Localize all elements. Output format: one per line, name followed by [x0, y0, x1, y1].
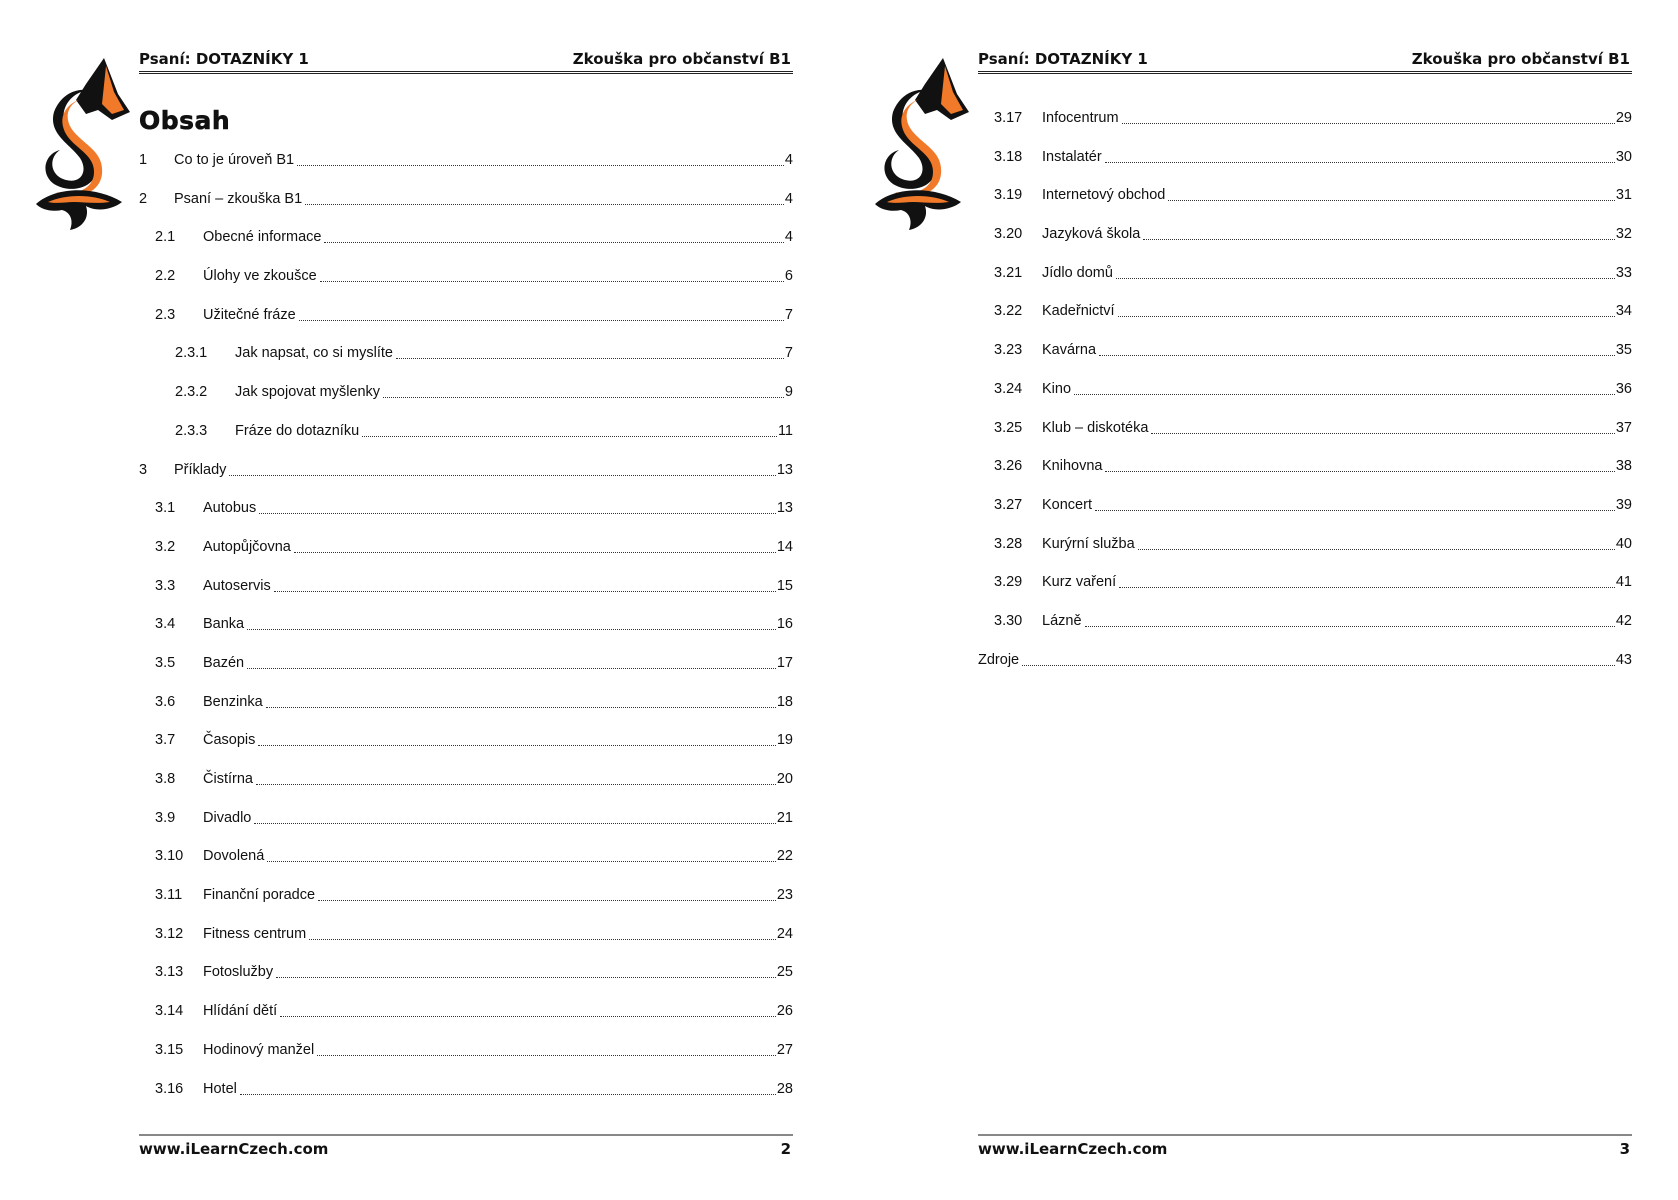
toc-entry-page: 42 [1615, 612, 1632, 629]
toc-dot-leader [229, 462, 775, 476]
toc-entry[interactable] [978, 303, 1632, 342]
toc-entry-number: 3.7 [155, 732, 176, 749]
toc-entry-page: 14 [776, 538, 793, 555]
toc-entry-number: 3.18 [994, 148, 1023, 165]
toc-entry[interactable] [139, 771, 793, 810]
toc-entry-page: 37 [1615, 419, 1632, 436]
page-footer [139, 1134, 793, 1162]
toc-entry-label: Příklady [174, 461, 227, 478]
toc-entry-number: 2.3.1 [175, 345, 208, 362]
toc-dot-leader [247, 655, 776, 669]
toc-entry-number: 3.6 [155, 693, 176, 710]
toc-dot-leader [317, 1042, 776, 1056]
toc-entry-number: 3.4 [155, 616, 176, 633]
footer-website: www.iLearnCzech.com [139, 1140, 329, 1158]
toc-entry-label: Fotoslužby [203, 964, 274, 981]
toc-entry-page: 25 [776, 964, 793, 981]
toc-entry-number: 3.29 [994, 574, 1023, 591]
toc-entry-number: 3.10 [155, 848, 184, 865]
footer-page-number: 2 [780, 1140, 791, 1158]
toc-entry-number: 3.24 [994, 380, 1023, 397]
toc-entry-label: Obecné informace [203, 229, 322, 246]
toc-entry-page: 28 [776, 1080, 793, 1097]
toc-entry-label: Finanční poradce [203, 887, 316, 904]
toc-entry[interactable] [139, 268, 793, 307]
toc-dot-leader [256, 771, 776, 785]
toc-entry[interactable] [139, 345, 793, 384]
toc-entry-number: 3.13 [155, 964, 184, 981]
toc-entry[interactable] [139, 810, 793, 849]
toc-entry-label: Kurýrní služba [1042, 535, 1135, 552]
toc-entry[interactable] [978, 265, 1632, 304]
page-header [978, 48, 1632, 74]
toc-entry-label: Zdroje [978, 651, 1020, 668]
toc-entry-number: 3.25 [994, 419, 1023, 436]
toc-entry-number: 3.3 [155, 577, 176, 594]
toc-entry-label: Jídlo domů [1042, 264, 1113, 281]
toc-title: Obsah [139, 106, 231, 135]
toc-entry-label: Autopůjčovna [203, 538, 291, 555]
toc-entry[interactable] [139, 848, 793, 887]
toc-entry[interactable] [978, 458, 1632, 497]
toc-entry-label: Hotel [203, 1080, 237, 1097]
toc-entry[interactable] [978, 497, 1632, 536]
toc-entry[interactable] [139, 384, 793, 423]
toc-entry-label: Čistírna [203, 771, 253, 787]
toc-entry[interactable] [139, 616, 793, 655]
toc-entry-label: Co to je úroveň B1 [174, 152, 295, 168]
toc-entry[interactable] [978, 381, 1632, 420]
toc-dot-leader [362, 423, 777, 437]
toc-entry[interactable] [139, 500, 793, 539]
toc-dot-leader [297, 152, 784, 166]
toc-entry-label: Knihovna [1042, 458, 1103, 475]
toc-entry-label: Kino [1042, 380, 1072, 397]
toc-entry-page: 23 [776, 887, 793, 904]
toc-entry[interactable] [139, 1042, 793, 1081]
toc-entry[interactable] [978, 652, 1632, 691]
toc-entry-page: 16 [776, 616, 793, 633]
toc-entry-number: 3.19 [994, 187, 1023, 204]
toc-entry-label: Koncert [1042, 496, 1092, 513]
toc-entry-page: 4 [784, 190, 793, 207]
toc-dot-leader [1116, 265, 1615, 279]
page-header [139, 48, 793, 74]
toc-dot-leader [383, 384, 784, 398]
toc-dot-leader [1085, 613, 1615, 627]
toc-dot-leader [259, 500, 776, 514]
toc-entry-page: 15 [776, 577, 793, 594]
toc-entry-page: 11 [777, 422, 793, 439]
footer-page-number: 3 [1619, 1140, 1630, 1158]
footer-website: www.iLearnCzech.com [978, 1140, 1168, 1158]
toc-entry-number: 3.21 [994, 264, 1023, 281]
toc-entry[interactable] [139, 732, 793, 771]
toc-entry[interactable] [139, 1003, 793, 1042]
toc-dot-leader [1119, 574, 1615, 588]
toc-entry-label: Bazén [203, 654, 245, 671]
toc-dot-leader [276, 964, 776, 978]
toc-entry-label: Hlídání dětí [203, 1003, 278, 1020]
toc-entry-page: 29 [1615, 110, 1632, 126]
toc-entry-label: Dovolená [203, 848, 265, 865]
toc-entry-number: 3.5 [155, 654, 176, 671]
toc-entry[interactable] [139, 229, 793, 268]
toc-entry-number: 3.27 [994, 496, 1023, 513]
toc-entry-number: 2.2 [155, 268, 176, 285]
toc-entry-label: Jak spojovat myšlenky [235, 384, 381, 401]
toc-entry[interactable] [978, 149, 1632, 188]
toc-dot-leader [1168, 187, 1615, 201]
toc-entry-label: Časopis [203, 732, 256, 749]
toc-dot-leader [324, 229, 783, 243]
toc-entry-page: 26 [776, 1003, 793, 1020]
toc-entry[interactable] [978, 536, 1632, 575]
toc-dot-leader [266, 694, 776, 708]
toc-entry-label: Jak napsat, co si myslíte [235, 345, 393, 362]
toc-entry-page: 17 [776, 654, 793, 671]
toc-entry-number: 2.3.3 [175, 422, 208, 439]
toc-entry-label: Úlohy ve zkoušce [203, 268, 317, 285]
toc-dot-leader [294, 539, 776, 553]
toc-entry-number: 2.1 [155, 229, 176, 246]
toc-dot-leader [320, 268, 784, 282]
toc-entry-number: 3.15 [155, 1041, 184, 1058]
header-section-title: Psaní: DOTAZNÍKY 1 [139, 50, 309, 68]
toc-entry[interactable] [139, 462, 793, 501]
toc-entry[interactable] [978, 420, 1632, 459]
toc-entry-number: 3.22 [994, 303, 1023, 320]
toc-entry-label: Kurz vaření [1042, 574, 1117, 591]
toc-dot-leader [1105, 149, 1615, 163]
page-footer [978, 1134, 1632, 1162]
toc-entry[interactable] [139, 191, 793, 230]
toc-dot-leader [240, 1081, 776, 1095]
toc-entry-number: 3.28 [994, 535, 1023, 552]
toc-entry-number: 3.2 [155, 538, 176, 555]
toc-dot-leader [1095, 497, 1615, 511]
toc-entry-label: Instalatér [1042, 148, 1102, 165]
toc-entry-number: 3.17 [994, 110, 1023, 126]
toc-dot-leader [1105, 458, 1614, 472]
fox-logo-icon [865, 54, 973, 234]
toc-entry-number: 3.26 [994, 458, 1023, 475]
header-exam-title: Zkouška pro občanství B1 [1411, 50, 1630, 68]
toc-entry-page: 33 [1615, 264, 1632, 281]
toc-entry-page: 27 [776, 1041, 793, 1058]
toc-entry-page: 31 [1615, 187, 1632, 204]
toc-entry-label: Jazyková škola [1042, 226, 1141, 243]
toc-entry-page: 7 [784, 306, 793, 323]
toc-entry-number: 3 [139, 461, 148, 478]
toc-dot-leader [247, 616, 776, 630]
toc-entry-label: Lázně [1042, 612, 1082, 629]
toc-entry-number: 2.3 [155, 306, 176, 323]
toc-dot-leader [309, 926, 776, 940]
toc-entry-page: 4 [784, 152, 793, 168]
toc-entry[interactable] [978, 226, 1632, 265]
toc-entry-label: Užitečné fráze [203, 306, 296, 323]
toc-entry-page: 20 [776, 771, 793, 787]
toc-entry-label: Autobus [203, 500, 257, 517]
toc-dot-leader [1022, 652, 1615, 666]
header-exam-title: Zkouška pro občanství B1 [572, 50, 791, 68]
toc-entry-label: Internetový obchod [1042, 187, 1166, 204]
toc-entry[interactable] [139, 655, 793, 694]
toc-entry-label: Klub – diskotéka [1042, 419, 1149, 436]
toc-entry-label: Hodinový manžel [203, 1041, 315, 1058]
toc-entry-page: 24 [776, 925, 793, 942]
toc-entry-label: Autoservis [203, 577, 271, 594]
toc-entry[interactable] [978, 342, 1632, 381]
toc-entry-number: 3.1 [155, 500, 176, 517]
toc-dot-leader [305, 191, 784, 205]
toc-entry-label: Fitness centrum [203, 925, 307, 942]
document-page-right [839, 0, 1678, 1200]
toc-entry-label: Fráze do dotazníku [235, 422, 360, 439]
toc-dot-leader [318, 887, 776, 901]
toc-dot-leader [258, 732, 775, 746]
toc-entry[interactable] [139, 964, 793, 1003]
toc-entry-page: 13 [776, 500, 793, 517]
toc-entry-page: 38 [1615, 458, 1632, 475]
toc-dot-leader [1138, 536, 1615, 550]
toc-entry[interactable] [139, 539, 793, 578]
toc-entry-page: 34 [1615, 303, 1632, 320]
toc-entry[interactable] [139, 926, 793, 965]
toc-dot-leader [1151, 420, 1614, 434]
toc-dot-leader [267, 848, 776, 862]
toc-dot-leader [299, 307, 784, 321]
toc-entry[interactable] [139, 887, 793, 926]
toc-entry-page: 19 [776, 732, 793, 749]
toc-entry-page: 35 [1615, 342, 1632, 359]
toc-entry-number: 3.20 [994, 226, 1023, 243]
toc-entry[interactable] [978, 613, 1632, 652]
toc-entry-page: 36 [1615, 380, 1632, 397]
toc-entry-number: 3.16 [155, 1080, 184, 1097]
toc-entry[interactable] [139, 694, 793, 733]
toc-dot-leader [274, 578, 776, 592]
toc-entry-number: 3.12 [155, 925, 184, 942]
toc-entry-page: 7 [784, 345, 793, 362]
toc-entry-page: 39 [1615, 496, 1632, 513]
toc-entry-label: Kadeřnictví [1042, 303, 1115, 320]
toc-dot-leader [396, 345, 784, 359]
toc-entry-number: 3.23 [994, 342, 1023, 359]
toc-dot-leader [1118, 303, 1615, 317]
toc-entry-page: 41 [1615, 574, 1632, 591]
toc-entry-page: 30 [1615, 148, 1632, 165]
fox-logo-icon [26, 54, 134, 234]
toc-entry-label: Divadlo [203, 809, 252, 826]
toc-entry-page: 6 [784, 268, 793, 285]
toc-dot-leader [1122, 110, 1615, 124]
toc-entry[interactable] [139, 423, 793, 462]
toc-dot-leader [1074, 381, 1615, 395]
toc-entry[interactable] [139, 1081, 793, 1120]
toc-entry-label: Infocentrum [1042, 110, 1119, 126]
header-section-title: Psaní: DOTAZNÍKY 1 [978, 50, 1148, 68]
toc-entry-page: 21 [776, 809, 793, 826]
toc-entry-number: 3.14 [155, 1003, 184, 1020]
toc-entry-number: 3.30 [994, 612, 1023, 629]
toc-entry-page: 18 [776, 693, 793, 710]
toc-entry[interactable] [139, 152, 793, 191]
toc-entry-page: 13 [776, 461, 793, 478]
toc-entry-page: 32 [1615, 226, 1632, 243]
toc-entry-number: 3.11 [155, 887, 183, 904]
toc-entry[interactable] [139, 307, 793, 346]
toc-entry[interactable] [978, 187, 1632, 226]
toc-entry-number: 3.9 [155, 809, 176, 826]
toc-entry-page: 43 [1615, 651, 1632, 668]
toc-entry-page: 9 [784, 384, 793, 401]
toc-entry-number: 3.8 [155, 771, 176, 787]
toc-dot-leader [280, 1003, 776, 1017]
toc-entry-label: Kavárna [1042, 342, 1097, 359]
toc-entry-number: 2.3.2 [175, 384, 208, 401]
toc-entry[interactable] [978, 110, 1632, 149]
toc-dot-leader [1143, 226, 1615, 240]
toc-dot-leader [1099, 342, 1615, 356]
toc-entry-page: 4 [784, 229, 793, 246]
toc-entry-label: Psaní – zkouška B1 [174, 190, 303, 207]
table-of-contents [978, 110, 1632, 690]
table-of-contents [139, 152, 793, 1119]
toc-entry-number: 2 [139, 190, 148, 207]
toc-entry-label: Benzinka [203, 693, 263, 710]
toc-entry[interactable] [139, 578, 793, 617]
toc-entry-page: 40 [1615, 535, 1632, 552]
toc-entry-label: Banka [203, 616, 245, 633]
toc-entry[interactable] [978, 574, 1632, 613]
toc-dot-leader [254, 810, 776, 824]
toc-entry-number: 1 [139, 152, 148, 168]
toc-entry-page: 22 [776, 848, 793, 865]
